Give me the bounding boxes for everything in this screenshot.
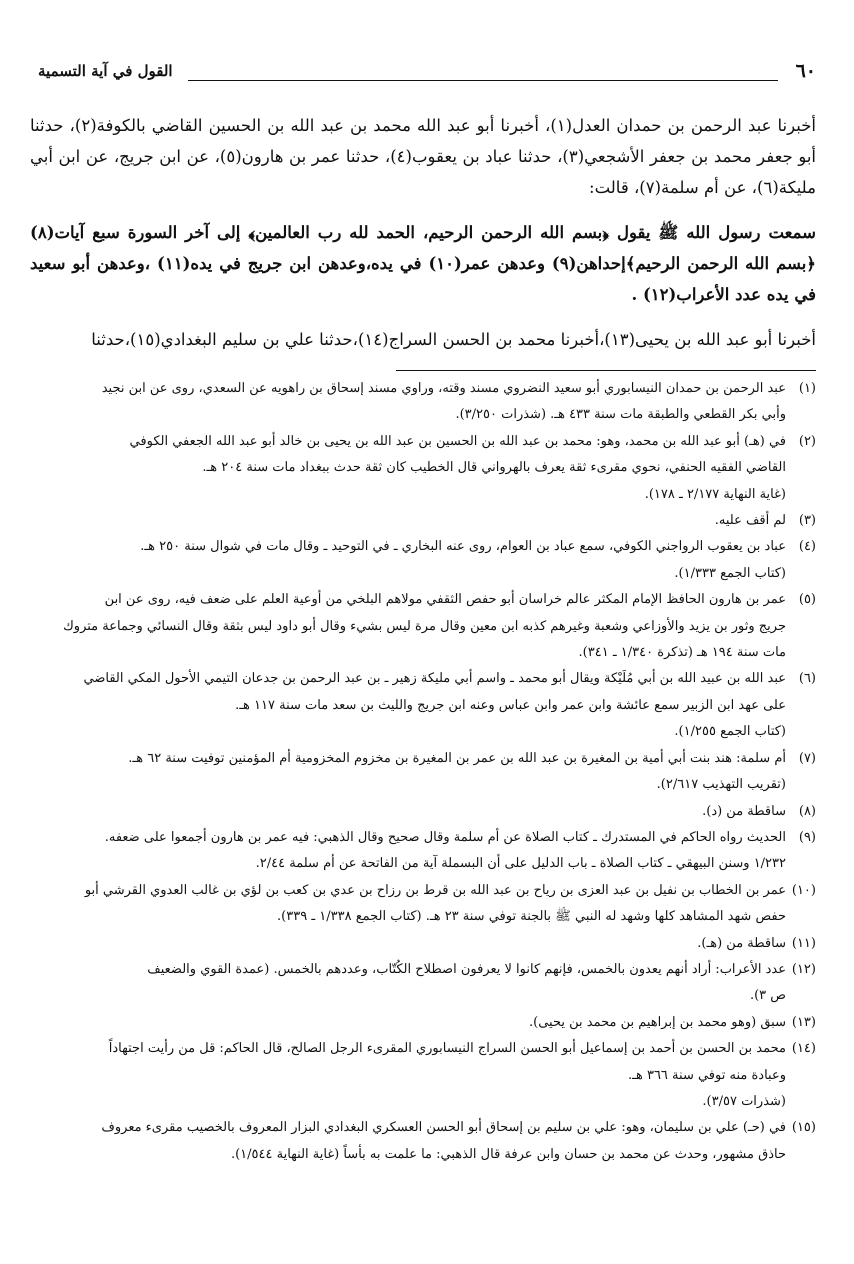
footnote-line: عبد الله بن عبيد الله بن أبي مُلَيْكة ويقال أبو محمد ـ واسم أبي مليكة زهير ـ بن عبد الرحمن بن جدعان التيمي الأحول المكي القاضي xyxy=(83,671,786,687)
header-rule xyxy=(188,80,778,81)
footnote-line: في (هـ) أبو عبد الله بن محمد، وهو: محمد بن عبد الله بن الحسين بن عبد الله بن يحيى بن خالد أبو عبد الله الجعفي الكوفي xyxy=(129,433,786,449)
footnote xyxy=(28,429,816,508)
footnote-line: عمر بن هارون الحافظ الإمام المكثر عالم خراسان أبو حفص الثقفي مولاهم البلخي من أوعية العلم على ضعف فيه، روى عن ابن xyxy=(104,592,786,608)
footnote-line: في (حـ) علي بن سليمان، وهو: علي بن سليم بن إسحاق أبو الحسن العسكري البغدادي البزار المعروف بالخصيب مقرىء معروف xyxy=(101,1120,786,1136)
footnote-line: (تقريب التهذيب ٢/٦١٧). xyxy=(656,777,786,793)
page-number: ٦٠ xyxy=(795,60,816,82)
footnote-number: (١٥) xyxy=(791,1120,816,1136)
footnote-line: محمد بن الحسن بن أحمد بن إسماعيل أبو الحسن السراج النيسابوري المقرىء الرجل الصالح، قال الحاكم: قل من رأيت اجتهاداً xyxy=(108,1041,786,1057)
footnote xyxy=(28,534,816,587)
isnad-paragraph: أخبرنا أبو عبد الله بن يحيى(١٣)،أخبرنا محمد بن الحسن السراج(١٤)،حدثنا علي بن سليم البغدادي(١٥)،حدثنا xyxy=(91,330,816,349)
footnote-line: مات سنة ١٩٤ هـ (تذكرة ١/٣٤٠ ـ ٣٤١). xyxy=(578,645,786,661)
footnote xyxy=(28,1010,816,1036)
footnote-number: (٤) xyxy=(798,539,816,555)
footnote xyxy=(28,376,816,429)
footnote-line: جريج وثور بن يزيد والأوزاعي وشعبة وغيرهم كذبه ابن معين وقال مرة ليس بشيء وقال أبو داود ليس بثقة وقال النسائي وجماعة متروك xyxy=(63,618,786,634)
footnote-line: (كتاب الجمع ١/٣٣٣). xyxy=(674,565,786,581)
isnad-paragraph: أخبرنا عبد الرحمن بن حمدان العدل(١)، أخبرنا أبو عبد الله محمد بن عبد الله بن الحسين القاضي بالكوفة(٢)، حدثنا أبو جعفر محمد بن جعفر الأشجعي(٣)، حدثنا عباد بن يعقوب(٤)، حدثنا عمر بن هارون(٥)، عن ابن جريج، عن ابن أبي مليكة(٦)، عن أم سلمة(٧)، قالت: xyxy=(30,116,817,197)
footnote-number: (٣) xyxy=(798,513,816,529)
footnote xyxy=(28,1036,816,1115)
hadith-paragraph: سمعت رسول الله ﷺ يقول ﴿بسم الله الرحمن الرحيم، الحمد لله رب العالمين﴾ إلى آخر السورة سبع آيات(٨) ﴿بسم الله الرحمن الرحيم﴾إحداهن(٩) وعدهن عمر(١٠) في يده،وعدهن ابن جريج في يده(١١) ،وعدهن أبو سعيد في يده عدد الأعراب(١٢) . xyxy=(30,223,816,304)
footnote-text xyxy=(28,1010,786,1036)
footnote-text xyxy=(28,799,786,825)
footnote-text xyxy=(28,376,786,429)
footnote-text xyxy=(28,1115,786,1168)
footnote-number: (٢) xyxy=(798,433,816,449)
footnote-line: (كتاب الجمع ١/٢٥٥). xyxy=(674,724,786,740)
footnote-line: عمر بن الخطاب بن نفيل بن عبد العزى بن رياح بن عبد الله بن قرط بن رزاح بن عدي بن كعب بن لؤي بن غالب العدوي القرشي أبو xyxy=(84,882,786,898)
footnote-line: على عهد ابن الزبير سمع عائشة وابن عمر وابن عباس وعنه ابن جريج والليث بن سعد مات سنة ١١٧ هـ. xyxy=(235,697,786,713)
running-header xyxy=(38,58,816,86)
footnote-line: ساقطة من (هـ). xyxy=(697,935,786,951)
footnote-text xyxy=(28,508,786,534)
footnote-text xyxy=(28,429,786,508)
footnote xyxy=(28,825,816,878)
footnote-separator xyxy=(396,370,816,371)
footnote-text xyxy=(28,825,786,878)
footnote-line: لم أقف عليه. xyxy=(714,513,786,529)
footnote-text xyxy=(28,666,786,745)
footnote-number: (٧) xyxy=(798,750,816,766)
footnote xyxy=(28,587,816,666)
footnote-line: القاضي الفقيه الحنفي، نحوي مقرىء ثقة يعرف بالهرواني قال الخطيب كان ثقة حدث ببغداد مات سنة ٢٠٤ هـ. xyxy=(202,460,786,476)
footnote-line: ص ٣). xyxy=(749,988,786,1004)
footnote-number: (٦) xyxy=(798,671,816,687)
footnote-number: (١٤) xyxy=(791,1041,816,1057)
footnote-line: سبق (وهو محمد بن إبراهيم بن محمد بن يحيى). xyxy=(529,1014,786,1030)
footnote-line: حاذق مشهور، وحدث عن محمد بن حسان وابن عرفة قال الذهبي: ما علمت به بأساً (غاية النهاية ١/٥٤٤). xyxy=(230,1146,786,1162)
footnote-line: (شذرات ٣/٥٧). xyxy=(702,1093,786,1109)
footnote-number: (٥) xyxy=(798,592,816,608)
footnote-text xyxy=(28,1036,786,1115)
footnote-text xyxy=(28,878,786,931)
footnote-number: (١٠) xyxy=(791,882,816,898)
footnote-text xyxy=(28,534,786,587)
footnote-number: (١٣) xyxy=(791,1014,816,1030)
footnote-line: عباد بن يعقوب الرواجني الكوفي، سمع عباد بن العوام، روى عنه البخاري ـ في التوحيد ـ وقال مات في شوال سنة ٢٥٠ هـ. xyxy=(140,539,786,555)
footnote-line: وأبي بكر القطعي والطبقة مات سنة ٤٣٣ هـ. (شذرات ٣/٢٥٠). xyxy=(455,407,786,423)
footnote-text xyxy=(28,587,786,666)
footnote-text xyxy=(28,746,786,799)
footnote xyxy=(28,799,816,825)
footnote-number: (٨) xyxy=(798,803,816,819)
footnote-number: (١١) xyxy=(791,935,816,951)
footnote xyxy=(28,1115,816,1168)
footnote-number: (١) xyxy=(798,381,816,396)
footnote-line: الحديث رواه الحاكم في المستدرك ـ كتاب الصلاة عن أم سلمة وقال صحيح وقال الذهبي: فيه عمر بن هارون أجمعوا على ضعفه. xyxy=(104,829,786,845)
footnote-line: عدد الأعراب: أراد أنهم يعدون بالخمس، فإنهم كانوا لا يعرفون اصطلاح الكُتّاب، وعددهم بالخمس. (عمدة القوي والضعيف xyxy=(147,961,786,977)
footnote-line: (غاية النهاية ٢/١٧٧ ـ ١٧٨). xyxy=(644,486,786,502)
main-text xyxy=(30,110,816,355)
footnote xyxy=(28,878,816,931)
footnote xyxy=(28,508,816,534)
footnote-line: وعبادة منه توفي سنة ٣٦٦ هـ. xyxy=(628,1067,786,1083)
footnote-line: ساقطة من (د). xyxy=(702,803,786,819)
footnote-line: عبد الرحمن بن حمدان النيسابوري أبو سعيد النضروي مسند وقته، وراوي مسند إسحاق بن راهويه عن السعدي، روى عن ابن نجيد xyxy=(101,381,786,396)
footnote-number: (٩) xyxy=(798,829,816,845)
footnote xyxy=(28,931,816,957)
footnote-text xyxy=(28,931,786,957)
footnote-text xyxy=(28,957,786,1010)
footnotes xyxy=(28,376,816,1168)
footnote xyxy=(28,666,816,745)
footnote xyxy=(28,746,816,799)
footnote-line: حفص شهد المشاهد كلها وشهد له النبي ﷺ بالجنة توفي سنة ٢٣ هـ. (كتاب الجمع ١/٣٣٨ ـ ٣٣٩). xyxy=(277,909,786,925)
running-title: القول في آية التسمية xyxy=(38,62,173,80)
footnote-line: ١/٢٣٢ وسنن البيهقي ـ كتاب الصلاة ـ باب الدليل على أن البسملة آية من الفاتحة عن أم سلمة ٢/٤٤. xyxy=(255,856,786,872)
footnote-number: (١٢) xyxy=(791,961,816,977)
footnote xyxy=(28,957,816,1010)
footnote-line: أم سلمة: هند بنت أبي أمية بن المغيرة بن عبد الله بن عمر بن المغيرة بن مخزوم المخزومية أم المؤمنين توفيت سنة ٦٢ هـ. xyxy=(128,750,786,766)
